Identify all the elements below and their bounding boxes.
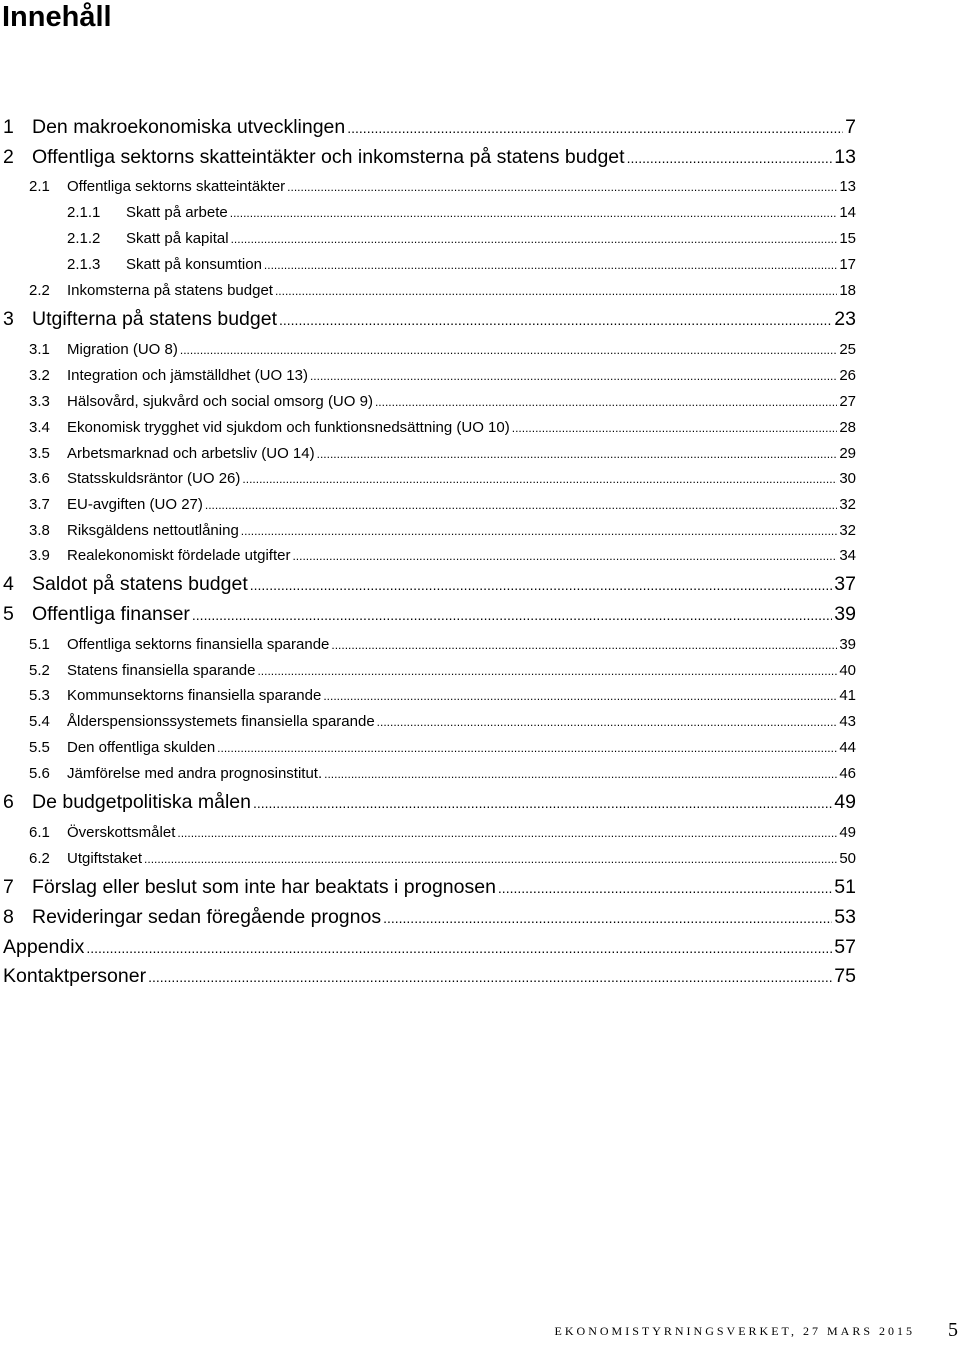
toc-entry-title: Skatt på arbete: [126, 204, 228, 221]
page-title: Innehåll: [2, 1, 112, 33]
toc-entry-page: 46: [839, 765, 856, 782]
toc-entry-number: 3: [3, 308, 14, 330]
toc-entry-number: 3.9: [29, 547, 50, 564]
toc-entry-page: 39: [834, 603, 856, 625]
toc-entry-page: 15: [839, 230, 856, 247]
toc-entry[interactable]: [0, 115, 856, 140]
toc-entry[interactable]: [0, 366, 856, 386]
toc-entry-page: 40: [839, 662, 856, 679]
toc-dot-leader: [375, 393, 837, 412]
toc-entry-page: 32: [839, 522, 856, 539]
toc-dot-leader: [148, 965, 832, 989]
toc-entry-title: Offentliga finanser: [32, 603, 190, 625]
toc-dot-leader: [230, 204, 838, 223]
toc-entry[interactable]: [0, 340, 856, 360]
toc-entry-number: 5: [3, 603, 14, 625]
toc-entry-page: 32: [839, 496, 856, 513]
toc-entry-page: 57: [834, 936, 856, 958]
toc-dot-leader: [257, 662, 837, 681]
toc-entry-page: 50: [839, 850, 856, 867]
toc-entry-page: 49: [834, 791, 856, 813]
toc-entry-number: 3.3: [29, 393, 50, 410]
toc-entry-page: 29: [839, 445, 856, 462]
toc-entry-number: 2.1.2: [67, 230, 101, 247]
toc-dot-leader: [324, 765, 837, 784]
toc-entry-title: Riksgäldens nettoutlåning: [67, 522, 239, 539]
toc-entry-title: Hälsovård, sjukvård och social omsorg (UO 9): [67, 393, 373, 410]
toc-entry-page: 25: [839, 341, 856, 358]
toc-dot-leader: [192, 603, 832, 627]
toc-entry-title: Den makroekonomiska utvecklingen: [32, 116, 346, 138]
toc-entry-page: 7: [845, 116, 856, 138]
toc-entry[interactable]: [0, 823, 856, 843]
toc-entry-number: 5.5: [29, 739, 50, 756]
toc-entry-page: 27: [839, 393, 856, 410]
toc-entry-number: 2.1.1: [67, 204, 101, 221]
toc-entry[interactable]: [0, 495, 856, 515]
toc-entry-page: 14: [839, 204, 856, 221]
toc-dot-leader: [323, 687, 837, 706]
toc-entry-page: 23: [834, 308, 856, 330]
toc-entry-number: 3.2: [29, 367, 50, 384]
footer-publisher-date: EKONOMISTYRNINGSVERKET, 27 MARS 2015: [554, 1324, 915, 1338]
toc-entry-number: 6.1: [29, 824, 50, 841]
toc-entry-title: Utgiftstaket: [67, 850, 143, 867]
toc-entry-title: Kommunsektorns finansiella sparande: [67, 687, 322, 704]
toc-dot-leader: [177, 824, 837, 843]
toc-entry-number: 3.5: [29, 445, 50, 462]
toc-entry-page: 13: [839, 178, 856, 195]
toc-entry[interactable]: [0, 255, 856, 275]
toc-entry-number: 6.2: [29, 850, 50, 867]
toc-entry-number: 8: [3, 906, 14, 928]
toc-entry-number: 5.4: [29, 713, 50, 730]
toc-entry-page: 43: [839, 713, 856, 730]
toc-dot-leader: [347, 116, 843, 140]
toc-dot-leader: [498, 876, 832, 900]
toc-entry[interactable]: [0, 712, 856, 732]
toc-entry-title: Överskottsmålet: [67, 824, 176, 841]
toc-entry-page: 39: [839, 636, 856, 653]
toc-entry-number: 3.6: [29, 470, 50, 487]
toc-entry-title: Statsskuldsräntor (UO 26): [67, 470, 241, 487]
toc-entry[interactable]: [0, 177, 856, 197]
toc-entry-title: Kontaktpersoner: [3, 965, 147, 987]
toc-dot-leader: [292, 547, 837, 566]
toc-entry[interactable]: [0, 661, 856, 681]
toc-dot-leader: [231, 230, 838, 249]
toc-dot-leader: [287, 178, 837, 197]
toc-entry[interactable]: [0, 281, 856, 301]
toc-dot-leader: [242, 470, 837, 489]
toc-entry-page: 28: [839, 419, 856, 436]
toc-dot-leader: [253, 791, 832, 815]
toc-entry[interactable]: [0, 849, 856, 869]
toc-entry-number: 6: [3, 791, 14, 813]
toc-dot-leader: [217, 739, 837, 758]
toc-entry[interactable]: [0, 635, 856, 655]
toc-entry-number: 5.1: [29, 636, 50, 653]
toc-entry-number: 3.8: [29, 522, 50, 539]
toc-entry[interactable]: [0, 307, 856, 332]
toc-entry-title: Inkomsterna på statens budget: [67, 282, 273, 299]
toc-dot-leader: [180, 341, 837, 360]
toc-entry[interactable]: [0, 905, 856, 930]
toc-entry[interactable]: [0, 444, 856, 464]
toc-entry[interactable]: [0, 145, 856, 170]
toc-dot-leader: [317, 445, 838, 464]
toc-entry[interactable]: [0, 790, 856, 815]
toc-entry-page: 51: [834, 876, 856, 898]
toc-entry-number: 5.3: [29, 687, 50, 704]
toc-dot-leader: [383, 906, 832, 930]
toc-entry-number: 5.6: [29, 765, 50, 782]
toc-entry-number: 3.1: [29, 341, 50, 358]
toc-entry-page: 30: [839, 470, 856, 487]
toc-entry[interactable]: [0, 229, 856, 249]
toc-entry-title: Skatt på kapital: [126, 230, 229, 247]
toc-dot-leader: [331, 636, 837, 655]
toc-entry-title: Revideringar sedan föregående prognos: [32, 906, 382, 928]
page-number: 5: [948, 1319, 958, 1341]
toc-entry[interactable]: [0, 935, 856, 960]
toc-entry-number: 5.2: [29, 662, 50, 679]
toc-entry-title: Den offentliga skulden: [67, 739, 216, 756]
toc-entry-title: Arbetsmarknad och arbetsliv (UO 14): [67, 445, 315, 462]
toc-entry[interactable]: [0, 738, 856, 758]
toc-entry-title: Saldot på statens budget: [32, 573, 248, 595]
toc-entry-title: Ekonomisk trygghet vid sjukdom och funktionsnedsättning (UO 10): [67, 419, 510, 436]
toc-entry[interactable]: [0, 875, 856, 900]
toc-entry-title: Utgifterna på statens budget: [32, 308, 277, 330]
toc-entry[interactable]: [0, 521, 856, 541]
toc-dot-leader: [144, 850, 837, 869]
toc-entry-number: 2.2: [29, 282, 50, 299]
toc-dot-leader: [241, 522, 838, 541]
toc-entry-page: 18: [839, 282, 856, 299]
toc-entry-title: EU-avgiften (UO 27): [67, 496, 203, 513]
toc-entry[interactable]: [0, 572, 856, 597]
toc-entry-title: Offentliga sektorns skatteintäkter och inkomsterna på statens budget: [32, 146, 625, 168]
toc-entry-title: Offentliga sektorns skatteintäkter: [67, 178, 286, 195]
toc-entry-title: De budgetpolitiska målen: [32, 791, 251, 813]
toc-dot-leader: [205, 496, 837, 515]
toc-dot-leader: [279, 308, 832, 332]
toc-dot-leader: [264, 256, 837, 275]
toc-entry-number: 2.1.3: [67, 256, 101, 273]
toc-dot-leader: [310, 367, 837, 386]
toc-entry-page: 17: [839, 256, 856, 273]
toc-entry-number: 3.7: [29, 496, 50, 513]
toc-entry-title: Realekonomiskt fördelade utgifter: [67, 547, 291, 564]
toc-entry-number: 2.1: [29, 178, 50, 195]
toc-entry-page: 75: [834, 965, 856, 987]
toc-entry-title: Ålderspensionssystemets finansiella sparande: [67, 713, 375, 730]
toc-entry-title: Statens finansiella sparande: [67, 662, 256, 679]
toc-entry-title: Migration (UO 8): [67, 341, 178, 358]
toc-entry[interactable]: [0, 602, 856, 627]
toc-entry-number: 4: [3, 573, 14, 595]
toc-entry[interactable]: [0, 469, 856, 489]
toc-entry-page: 49: [839, 824, 856, 841]
toc-dot-leader: [86, 936, 832, 960]
toc-entry-page: 34: [839, 547, 856, 564]
toc-entry-page: 44: [839, 739, 856, 756]
toc-entry-number: 2: [3, 146, 14, 168]
toc-dot-leader: [275, 282, 837, 301]
toc-entry[interactable]: [0, 418, 856, 438]
toc-entry[interactable]: [0, 964, 856, 989]
toc-dot-leader: [512, 419, 838, 438]
toc-entry[interactable]: [0, 203, 856, 223]
toc-dot-leader: [377, 713, 838, 732]
toc-entry-page: 13: [834, 146, 856, 168]
toc-entry[interactable]: [0, 764, 856, 784]
toc-entry-title: Skatt på konsumtion: [126, 256, 262, 273]
toc-entry-number: 1: [3, 116, 14, 138]
toc-entry-page: 37: [834, 573, 856, 595]
toc-entry[interactable]: [0, 546, 856, 566]
toc-entry-title: Offentliga sektorns finansiella sparande: [67, 636, 330, 653]
toc-entry[interactable]: [0, 686, 856, 706]
toc-entry-page: 41: [839, 687, 856, 704]
toc-entry-title: Appendix: [3, 936, 85, 958]
toc-entry-title: Jämförelse med andra prognosinstitut.: [67, 765, 323, 782]
toc-dot-leader: [250, 573, 833, 597]
toc-entry[interactable]: [0, 392, 856, 412]
toc-entry-number: 3.4: [29, 419, 50, 436]
toc-entry-title: Integration och jämställdhet (UO 13): [67, 367, 308, 384]
toc-entry-number: 7: [3, 876, 14, 898]
toc-entry-page: 26: [839, 367, 856, 384]
toc-dot-leader: [627, 146, 833, 170]
toc-entry-page: 53: [834, 906, 856, 928]
toc-entry-title: Förslag eller beslut som inte har beaktats i prognosen: [32, 876, 496, 898]
